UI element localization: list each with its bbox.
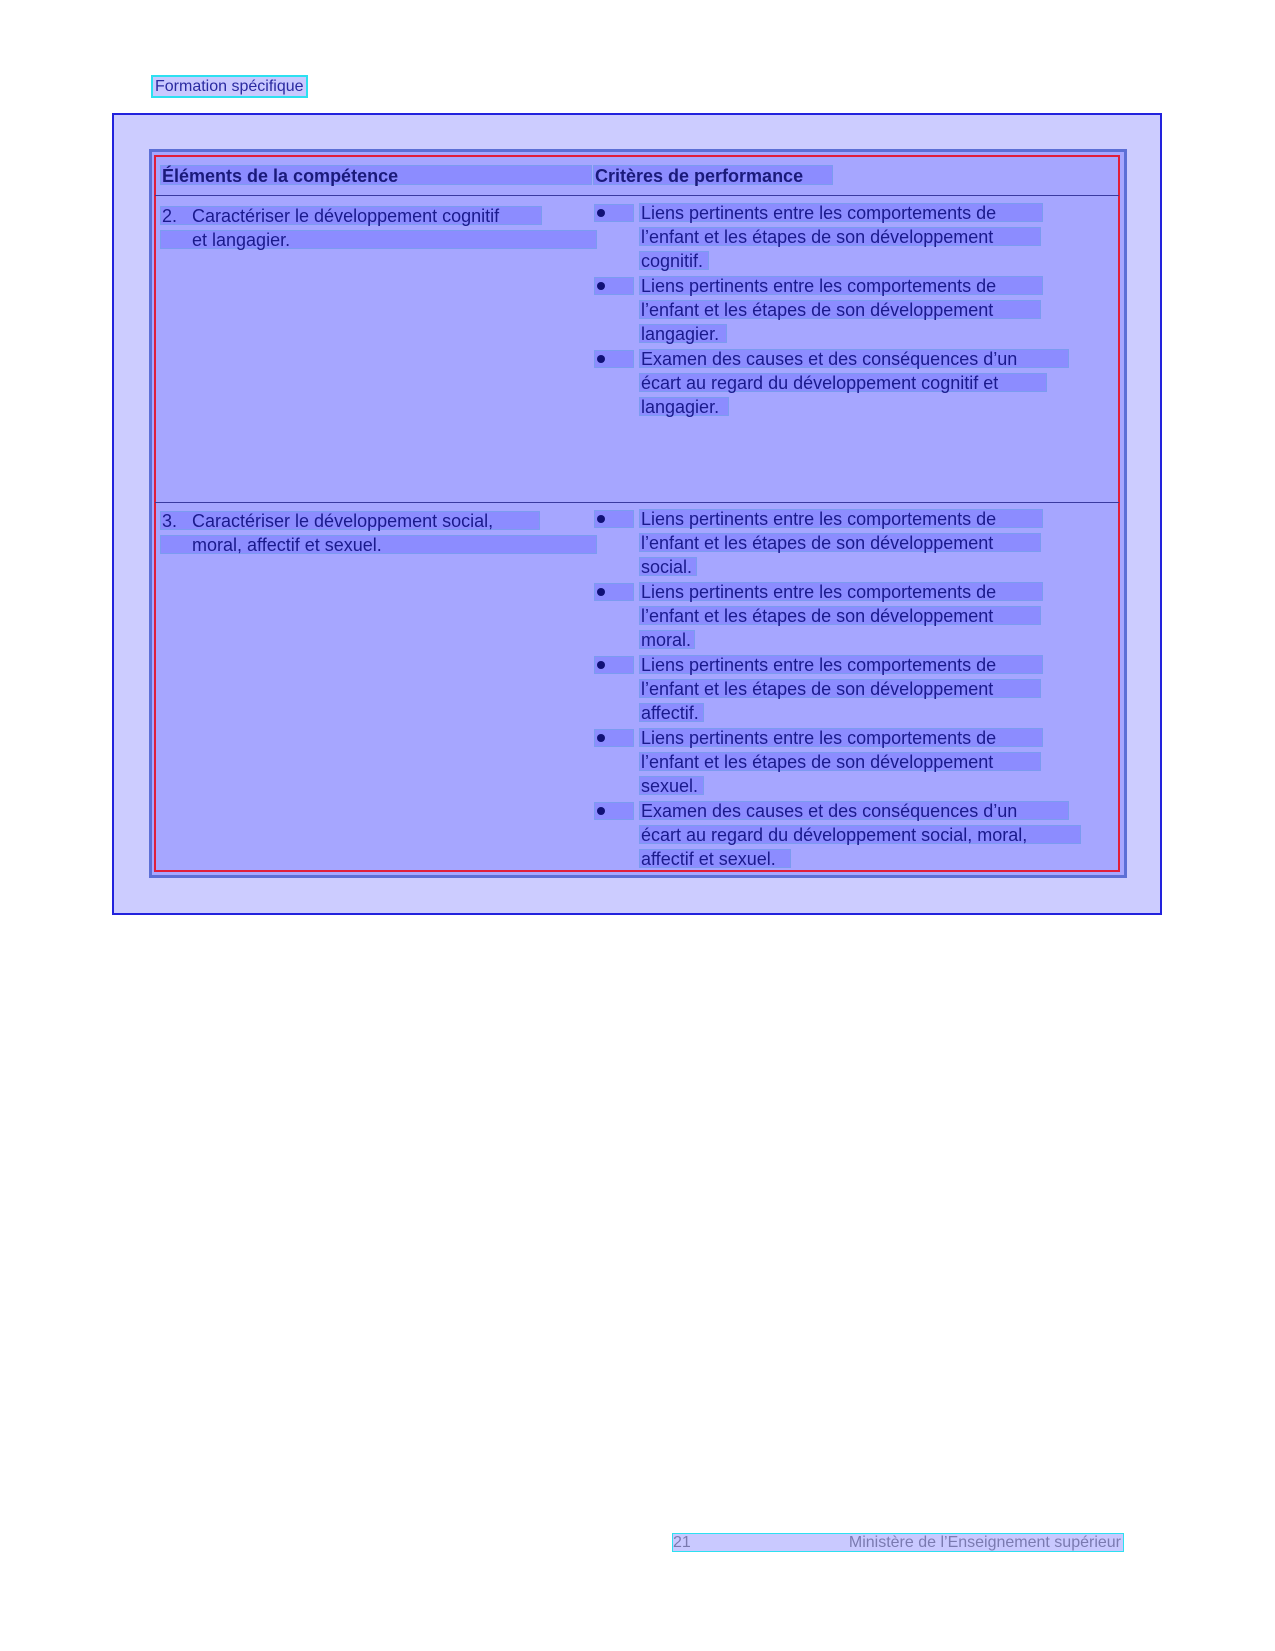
criterion-text: sexuel.	[639, 776, 704, 795]
criterion-text: cognitif.	[639, 251, 709, 270]
criterion-text: Liens pertinents entre les comportements de	[639, 655, 1043, 674]
bullet-icon	[597, 661, 605, 669]
bullet-icon	[597, 588, 605, 596]
column-header-elements: Éléments de la compétence	[160, 165, 592, 185]
page-footer	[672, 1533, 1124, 1552]
criterion-text: écart au regard du développement cognitif et	[639, 373, 1047, 392]
column-header-criteres: Critères de performance	[593, 165, 833, 185]
criterion-text: écart au regard du développement social, moral,	[639, 825, 1081, 844]
bullet-icon	[597, 282, 605, 290]
footer-organization: Ministère de l’Enseignement supérieur	[848, 1534, 1121, 1551]
criterion-text: Liens pertinents entre les comportements de	[639, 509, 1043, 528]
criterion-text: social.	[639, 557, 697, 576]
criterion-text: Liens pertinents entre les comportements de	[639, 203, 1043, 222]
table-divider	[155, 195, 1119, 196]
bullet-icon	[597, 807, 605, 815]
criterion-text: affectif.	[639, 703, 704, 722]
criterion-text: moral.	[639, 630, 695, 649]
criterion-text: Examen des causes et des conséquences d’un	[639, 349, 1069, 368]
bullet-icon	[597, 515, 605, 523]
criterion-text: Liens pertinents entre les comportements de	[639, 728, 1043, 747]
criterion-text: Examen des causes et des conséquences d’un	[639, 801, 1069, 820]
criterion-text: l’enfant et les étapes de son développement	[639, 752, 1041, 771]
element-text: 3. Caractériser le développement social,	[160, 511, 540, 530]
page-number: 21	[673, 1534, 691, 1551]
table-divider	[155, 502, 1119, 503]
criterion-text: Liens pertinents entre les comportements de	[639, 582, 1043, 601]
element-text: moral, affectif et sexuel.	[160, 535, 597, 554]
bullet-icon	[597, 734, 605, 742]
criterion-text: l’enfant et les étapes de son développement	[639, 533, 1041, 552]
criterion-text: l’enfant et les étapes de son développement	[639, 300, 1041, 319]
criterion-text: l’enfant et les étapes de son développement	[639, 679, 1041, 698]
page-header: Formation spécifique	[151, 75, 308, 98]
criterion-text: Liens pertinents entre les comportements de	[639, 276, 1043, 295]
criterion-text: langagier.	[639, 397, 729, 416]
element-text: et langagier.	[160, 230, 597, 249]
criterion-text: l’enfant et les étapes de son développement	[639, 606, 1041, 625]
criterion-text: l’enfant et les étapes de son développement	[639, 227, 1041, 246]
criterion-text: affectif et sexuel.	[639, 849, 791, 868]
element-text: 2. Caractériser le développement cognitif	[160, 206, 542, 225]
bullet-icon	[597, 209, 605, 217]
criterion-text: langagier.	[639, 324, 727, 343]
bullet-icon	[597, 355, 605, 363]
